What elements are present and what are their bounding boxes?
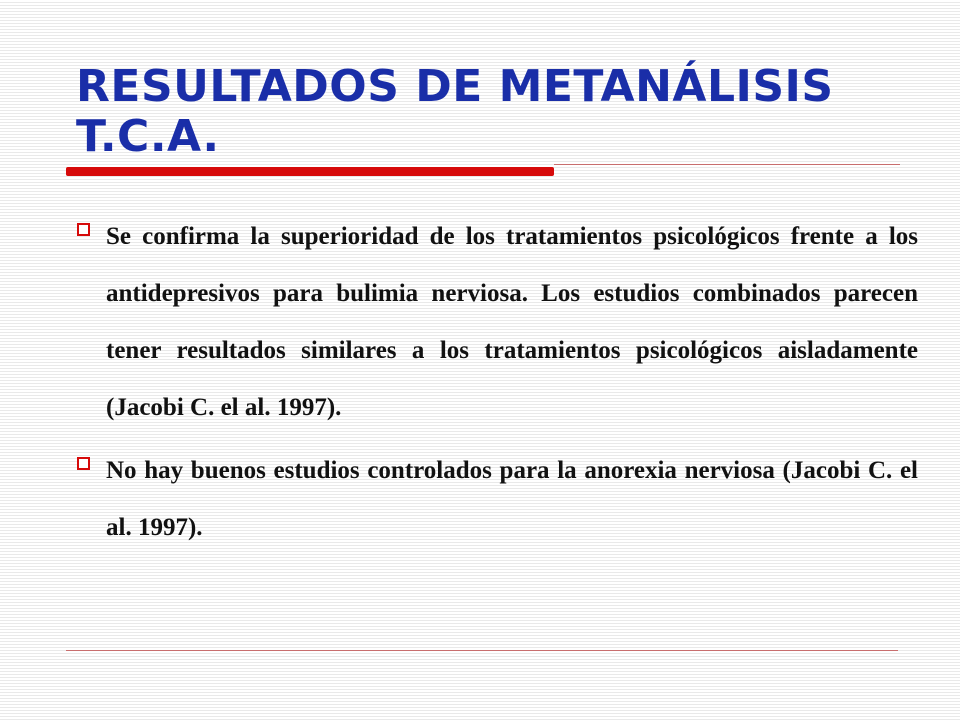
slide-title-line-1: RESULTADOS DE METANÁLISIS bbox=[76, 61, 834, 112]
bullet-text: Se confirma la superioridad de los tratamientos psicológicos frente a los antidepresivos para bulimia nerviosa. Los estudios combinados parecen tener resultados similares a los tratamientos psicológicos aisladamente (Jacobi C. el al. 1997). bbox=[106, 223, 918, 421]
slide-title-line-2: T.C.A. bbox=[76, 111, 220, 162]
title-underline-thin bbox=[554, 164, 900, 165]
footer-divider bbox=[66, 650, 898, 651]
slide-title bbox=[76, 62, 936, 162]
bullet-list bbox=[72, 208, 918, 556]
title-underline-accent bbox=[66, 167, 554, 176]
hollow-square-icon bbox=[77, 457, 90, 470]
bullet-text: No hay buenos estudios controlados para la anorexia nerviosa (Jacobi C. el al. 1997). bbox=[106, 457, 918, 541]
bullet-item bbox=[72, 208, 918, 436]
bullet-item bbox=[72, 442, 918, 556]
hollow-square-icon bbox=[77, 223, 90, 236]
